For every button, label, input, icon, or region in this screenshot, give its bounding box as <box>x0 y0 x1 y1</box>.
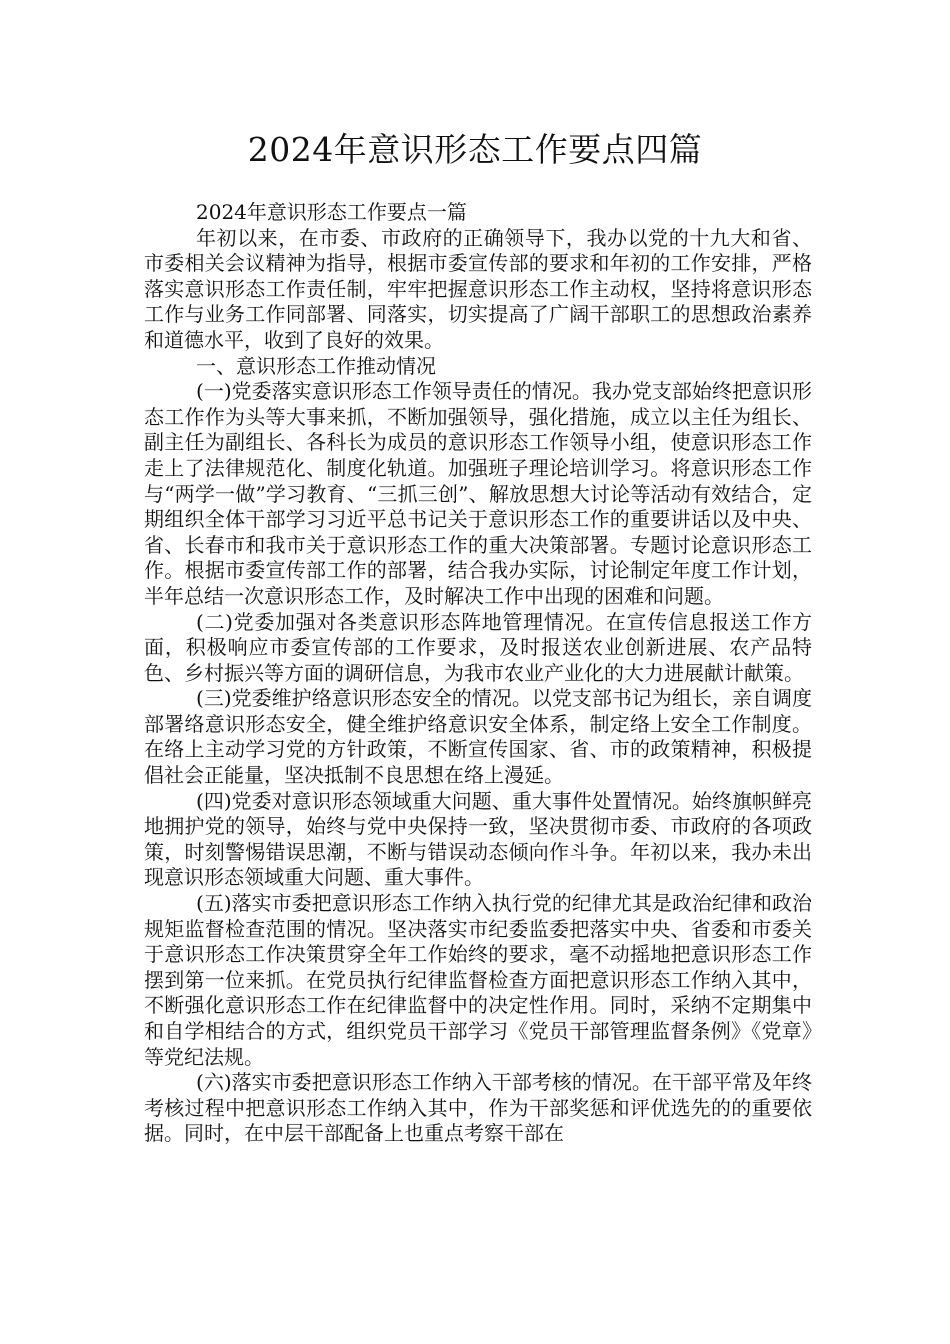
paragraph-item-3: (三)党委维护络意识形态安全的情况。以党支部书记为组长，亲自调度部署络意识形态安全，健全维护络意识安全体系，制定络上安全工作制度。在络上主动学习党的方针政策，不断宣传国家、省、市的政策精神，积极提倡社会正能量，坚决抵制不良思想在络上漫延。 <box>144 686 812 788</box>
paragraph-item-5: (五)落实市委把意识形态工作纳入执行党的纪律尤其是政治纪律和政治规矩监督检查范围的情况。坚决落实市纪委监委把落实中央、省委和市委关于意识形态工作决策贯穿全年工作始终的要求，毫不动摇地把意识形态工作摆到第一位来抓。在党员执行纪律监督检查方面把意识形态工作纳入其中，不断强化意识形态工作在纪律监督中的决定性作用。同时，采纳不定期集中和自学相结合的方式，组织党员干部学习《党员干部管理监督条例》《党章》等党纪法规。 <box>144 891 812 1069</box>
paragraph-item-4: (四)党委对意识形态领域重大问题、重大事件处置情况。始终旗帜鲜亮地拥护党的领导，始终与党中央保持一致，坚决贯彻市委、市政府的各项政策，时刻警惕错误思潮，不断与错误动态倾向作斗争。年初以来，我办未出现意识形态领域重大问题、重大事件。 <box>144 788 812 890</box>
document-body <box>144 200 812 1147</box>
document-title: 2024年意识形态工作要点四篇 <box>247 130 703 169</box>
paragraph-item-6: (六)落实市委把意识形态工作纳入干部考核的情况。在干部平常及年终考核过程中把意识形态工作纳入其中，作为干部奖惩和评优选先的的重要依据。同时，在中层干部配备上也重点考察干部在 <box>144 1070 812 1146</box>
paragraph-item-2: (二)党委加强对各类意识形态阵地管理情况。在宣传信息报送工作方面，积极响应市委宣传部的工作要求，及时报送农业创新进展、农产品特色、乡村振兴等方面的调研信息，为我市农业产业化的大力进展献计献策。 <box>144 609 812 685</box>
paragraph-intro: 年初以来，在市委、市政府的正确领导下，我办以党的十九大和省、市委相关会议精神为指导，根据市委宣传部的要求和年初的工作安排，严格落实意识形态工作责任制，牢牢把握意识形态工作主动权，坚持将意识形态工作与业务工作同部署、同落实，切实提高了广阔干部职工的思想政治素养和道德水平，收到了良好的效果。 <box>144 225 812 352</box>
paragraph-item-1: (一)党委落实意识形态工作领导责任的情况。我办党支部始终把意识形态工作作为头等大事来抓，不断加强领导，强化措施，成立以主任为组长、副主任为副组长、各科长为成员的意识形态工作领导小组，使意识形态工作走上了法律规范化、制度化轨道。加强班子理论培训学习。将意识形态工作与“两学一做”学习教育、“三抓三创”、解放思想大讨论等活动有效结合，定期组织全体干部学习习近平总书记关于意识形态工作的重要讲话以及中央、省、长春市和我市关于意识形态工作的重大决策部署。专题讨论意识形态工作。根据市委宣传部工作的部署，结合我办实际，讨论制定年度工作计划，半年总结一次意识形态工作，及时解决工作中出现的困难和问题。 <box>144 379 812 608</box>
section-subtitle: 2024年意识形态工作要点一篇 <box>196 200 467 224</box>
section-heading: 一、意识形态工作推动情况 <box>196 353 436 378</box>
